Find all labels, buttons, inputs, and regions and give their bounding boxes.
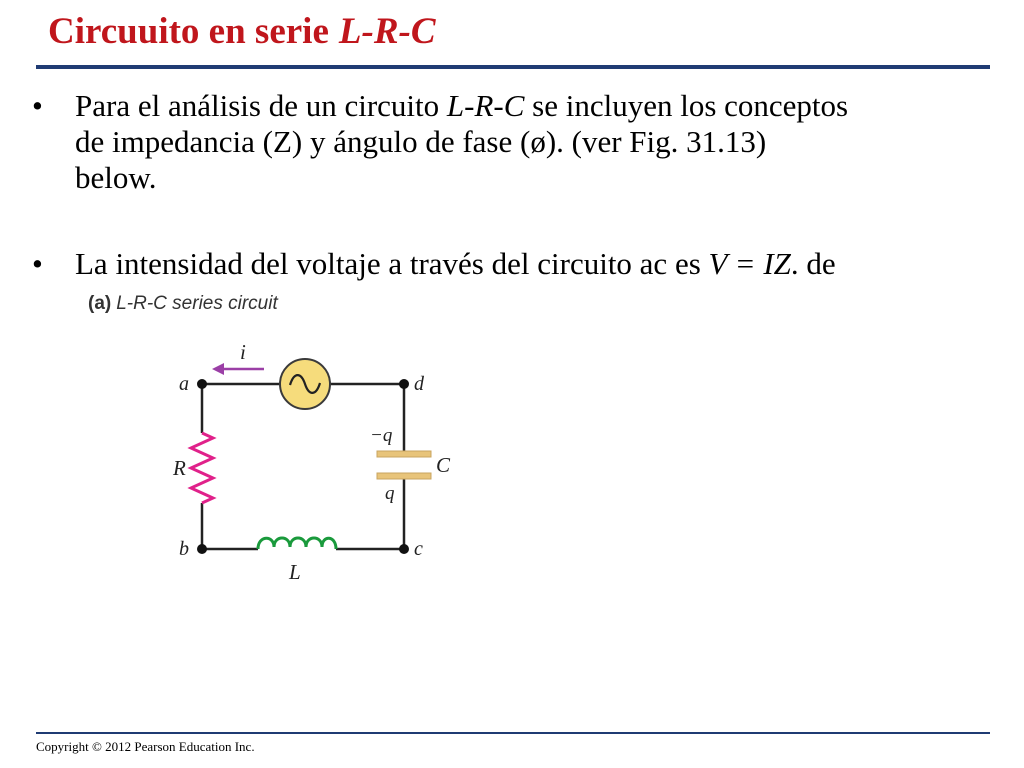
bullet-text [75,246,836,282]
node-label-d: d [414,373,424,395]
node-label-a: a [179,373,189,395]
title-circuit-type: L-R-C [338,11,436,52]
capacitor-icon [377,451,431,479]
node-b [197,544,207,554]
charge-top-label: −q [370,425,393,446]
capacitor-label: C [436,453,451,477]
title-divider [36,65,990,69]
node-label-c: c [414,538,423,560]
node-d [399,379,409,389]
bullet-line: de impedancia (Z) y ángulo de fase (ø). (ver Fig. 31.13) [75,124,767,159]
circuit-figure [80,285,460,595]
resistor-label: R [173,456,186,480]
resistor-icon [191,433,213,503]
inductor-label: L [289,560,301,584]
figure-caption: (a) L-R-C series circuit [88,293,278,314]
bullet-line: below. [75,160,157,195]
bullet-text [75,88,848,196]
title-text: Circuuito en serie [48,11,329,52]
page-title [48,10,436,53]
copyright-notice: Copyright © 2012 Pearson Education Inc. [36,739,255,754]
node-label-b: b [179,538,189,560]
bullet-marker: • [32,88,43,123]
bullet-marker: • [32,246,43,281]
current-label: i [240,340,246,364]
ac-source-icon [280,359,330,409]
footer-divider [36,732,990,734]
bullet-line: Para el análisis de un circuito L-R-C se incluyen los conceptos [75,88,849,123]
node-a [197,379,207,389]
current-arrow-icon [212,363,264,375]
node-c [399,544,409,554]
charge-bottom-label: q [385,483,395,504]
bullet-line: La intensidad del voltaje a través del circuito ac es V = IZ. de [75,246,836,281]
inductor-icon [258,538,336,549]
